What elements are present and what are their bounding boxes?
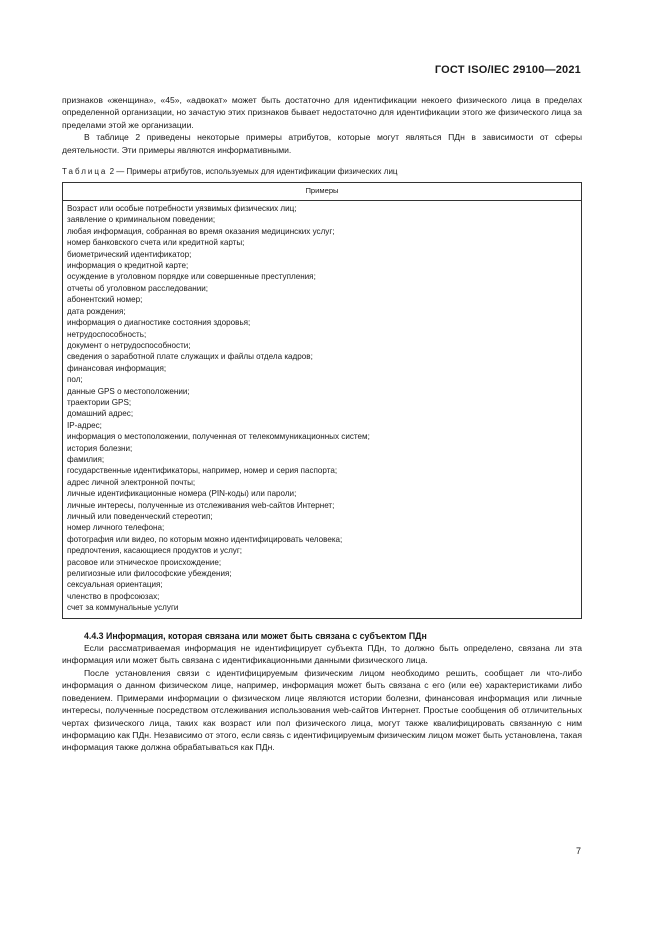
list-item: предпочтения, касающиеся продуктов и услуг; [67,546,243,556]
section-paragraph-1: Если рассматриваемая информация не идентифицирует субъекта ПДн, то должно быть определено, связана ли эта информация или может быть связана с идентификационными данными физического лица. [62,643,582,666]
intro-paragraph-1: признаков «женщина», «45», «адвокат» может быть достаточно для идентификации некоего физического лица в пределах определенной организации, но зачастую этих признаков бывает недостаточно для идентификации этого же физического лица за пределами этой же организации. [62,95,582,130]
list-item: дата рождения; [67,306,126,316]
list-item: номер банковского счета или кредитной карты; [67,238,245,248]
list-item: биометрический идентификатор; [67,249,192,259]
list-item: история болезни; [67,443,133,453]
list-item: членство в профсоюзах; [67,591,160,601]
list-item: любая информация, собранная во время оказания медицинских услуг; [67,226,335,236]
list-item: данные GPS о местоположении; [67,386,190,396]
list-item: расовое или этническое происхождение; [67,557,222,567]
list-item: траектории GPS; [67,397,132,407]
list-item: пол; [67,375,83,385]
list-item: информация о местоположении, полученная от телекоммуникационных систем; [67,432,370,442]
page-number: 7 [575,846,581,856]
list-item: отчеты об уголовном расследовании; [67,283,209,293]
list-item: документ о нетрудоспособности; [67,340,191,350]
list-item: абонентский номер; [67,295,143,305]
list-item: религиозные или философские убеждения; [67,569,232,579]
list-item: фотография или видео, по которым можно идентифицировать человека; [67,534,343,544]
list-item: личный или поведенческий стереотип; [67,512,213,521]
list-item: Возраст или особые потребности уязвимых физических лиц; [67,204,297,214]
list-item: государственные идентификаторы, например, номер и серия паспорта; [67,466,338,476]
section-paragraph-2: После установления связи с идентифицируемым физическим лицом необходимо решить, сообщает ли что-либо информация о данном физическом лице, например, информация может быть связана с его (или ее) характеристиками либо поведением. Примерами информации о физическом лице являются истории болезни, финансовая информация или личные интересы, полученные посредством отслеживания использования web-сайтов Интернет. Простые сообщения об отличительных чертах физического лица, таких как возраст или пол физического лица, могут также квалифицировать связанную с ним информацию как ПДн. Независимо от этого, если связь с идентифицируемым физическим лицом может быть установлена, такая информация также должна обрабатываться как ПДн. [62,667,582,753]
document-header: ГОСТ ISO/IEC 29100—2021 [434,64,581,76]
section-heading: 4.4.3 Информация, которая связана или может быть связана с субъектом ПДн [84,630,427,641]
list-item: сведения о заработной плате служащих и файлы отдела кадров; [67,352,313,362]
list-item: адрес личной электронной почты; [67,477,196,487]
list-item: номер личного телефона; [67,523,165,533]
table-caption [62,166,582,177]
list-item: IP-адрес; [67,420,102,430]
table-cell [63,201,582,619]
list-item: личные идентификационные номера (PIN-коды) или пароли; [67,489,297,499]
list-item: счет за коммунальные услуги [67,603,179,613]
table-header: Примеры [63,183,582,201]
list-item: домашний адрес; [67,409,134,419]
table-caption-word: Таблица [62,167,108,177]
list-item: финансовая информация; [67,363,167,373]
table-caption-text: 2 — Примеры атрибутов, используемых для идентификации физических лиц [107,167,398,177]
list-item: осуждение в уголовном порядке или совершенные преступления; [67,272,316,282]
examples-table [62,182,582,619]
page-content [62,94,582,754]
list-item: информация о диагностике состояния здоровья; [67,318,251,328]
intro-paragraph-2: В таблице 2 приведены некоторые примеры атрибутов, которые могут являться ПДн в зависимости от сферы деятельности. Эти примеры являются информативными. [62,132,582,155]
list-item: сексуальная ориентация; [67,580,163,590]
list-item: личные интересы, полученные из отслеживания web-сайтов Интернет; [67,500,335,510]
list-item: фамилия; [67,454,105,464]
examples-list [67,203,578,614]
list-item: информация о кредитной карте; [67,261,189,271]
list-item: нетрудоспособность; [67,329,147,339]
list-item: заявление о криминальном поведении; [67,215,216,225]
